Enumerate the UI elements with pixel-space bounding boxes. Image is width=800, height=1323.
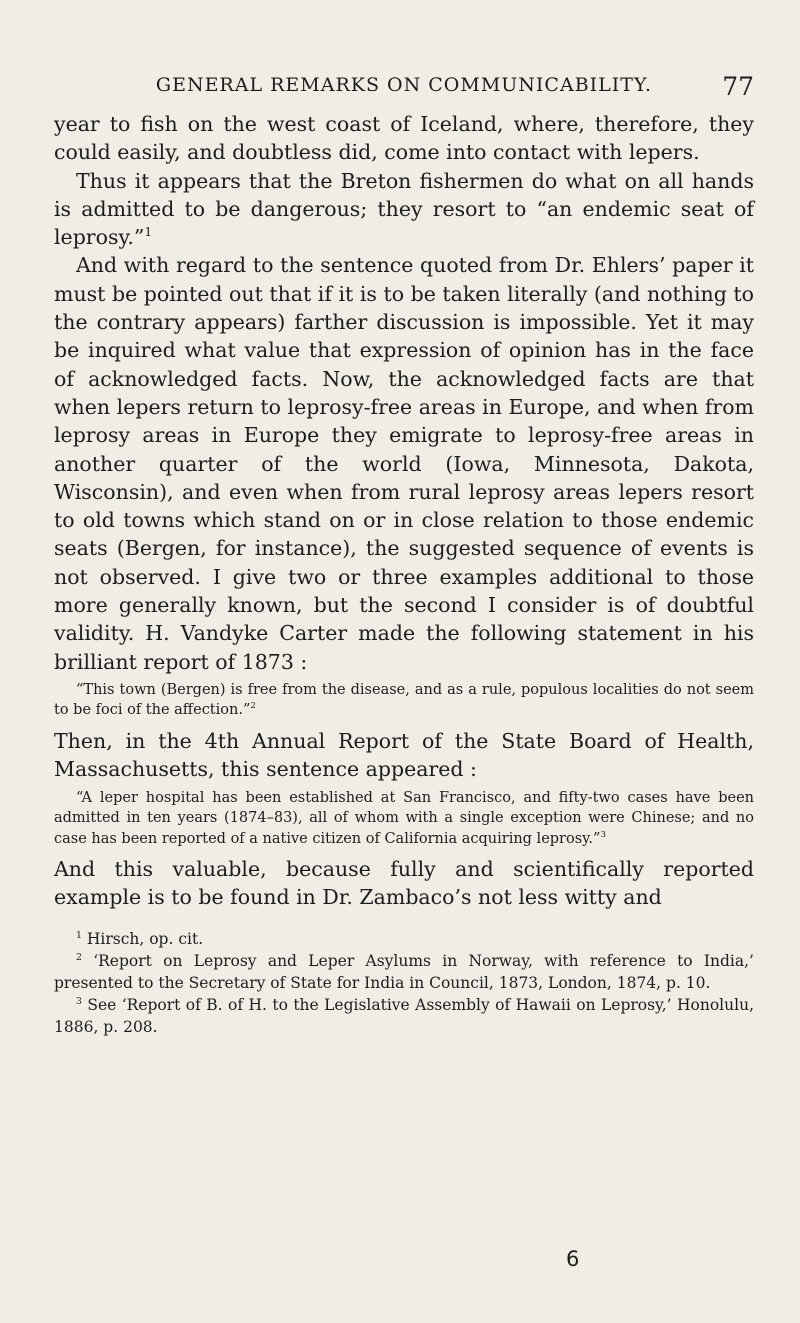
footnote-1-text: Hirsch, op. cit.	[86, 929, 204, 948]
footnotes	[54, 928, 754, 1038]
paragraph-5: And this valuable, because fully and scientifically reported example is to be found in Dr. Zambaco’s not less witty and	[54, 857, 754, 910]
footnote-1-mark: 1	[76, 929, 82, 941]
footnote-2	[54, 950, 754, 994]
footnote-2-mark: 2	[76, 951, 82, 963]
footnote-2-text: ‘Report on Leprosy and Leper Asylums in Norway, with reference to India,’ presented to the Secretary of State for India in Council, 1873, London, 1874, p. 10.	[54, 951, 754, 992]
page-header	[54, 68, 754, 101]
footnote-3	[54, 994, 754, 1038]
block-quote-1-text: “This town (Bergen) is free from the disease, and as a rule, populous localities do not seem to be foci of the affection.”	[54, 681, 754, 719]
paragraph-2	[54, 167, 754, 252]
paragraph-2-text: Thus it appears that the Breton fishermen do what on all hands is admitted to be dangerous; they resort to “an endemic seat of leprosy.”	[54, 168, 754, 250]
footnote-3-mark: 3	[76, 995, 82, 1007]
book-page	[54, 68, 754, 1038]
footnote-ref-1: 1	[144, 225, 153, 240]
paragraph-3: And with regard to the sentence quoted from Dr. Ehlers’ paper it must be pointed out that if it is to be taken literally (and nothing to the contrary appears) farther discussion is impossible. Yet it may be inquired what value that expression of opinion has in the face of acknowledged facts. Now, the acknowledged facts are that when lepers return to leprosy-free areas in Europe, and when from leprosy areas in Europe they emigrate to leprosy-free areas in another quarter of the world (Iowa, Minnesota, Dakota, Wisconsin), and even when from rural leprosy areas lepers resort to old towns which stand on or in close relation to those endemic seats (Bergen, for instance), the suggested sequence of events is not observed. I give two or three examples additional to those more generally known, but the second I consider is of doubtful validity. H. Vandyke Carter made the following statement in his brilliant report of 1873 :	[54, 253, 754, 674]
page-number: 77	[722, 72, 754, 101]
footnote-ref-3: 3	[600, 829, 606, 840]
footnote-ref-2: 2	[250, 701, 256, 712]
body-text	[54, 110, 754, 912]
block-quote-1	[54, 680, 754, 721]
paragraph-4: Then, in the 4th Annual Report of the State Board of Health, Massachusetts, this sentence appeared :	[54, 728, 754, 782]
running-head: GENERAL REMARKS ON COMMUNICABILITY.	[155, 74, 653, 96]
footnote-1	[54, 928, 754, 950]
block-quote-2-text: “A leper hospital has been established at San Francisco, and fifty-two cases have been admitted in ten years (1874–83), all of whom with a single exception were Chinese; and no case has been reported of a native citizen of California acquiring leprosy.”	[54, 789, 754, 847]
block-quote-2	[54, 788, 754, 850]
footnote-3-text: See ‘Report of B. of H. to the Legislative Assembly of Hawaii on Leprosy,’ Honolulu, 1886, p. 208.	[54, 995, 754, 1036]
paragraph-1: year to fish on the west coast of Iceland, where, therefore, they could easily, and doubtless did, come into contact with lepers.	[54, 112, 754, 165]
signature-mark: 6	[566, 1247, 580, 1271]
